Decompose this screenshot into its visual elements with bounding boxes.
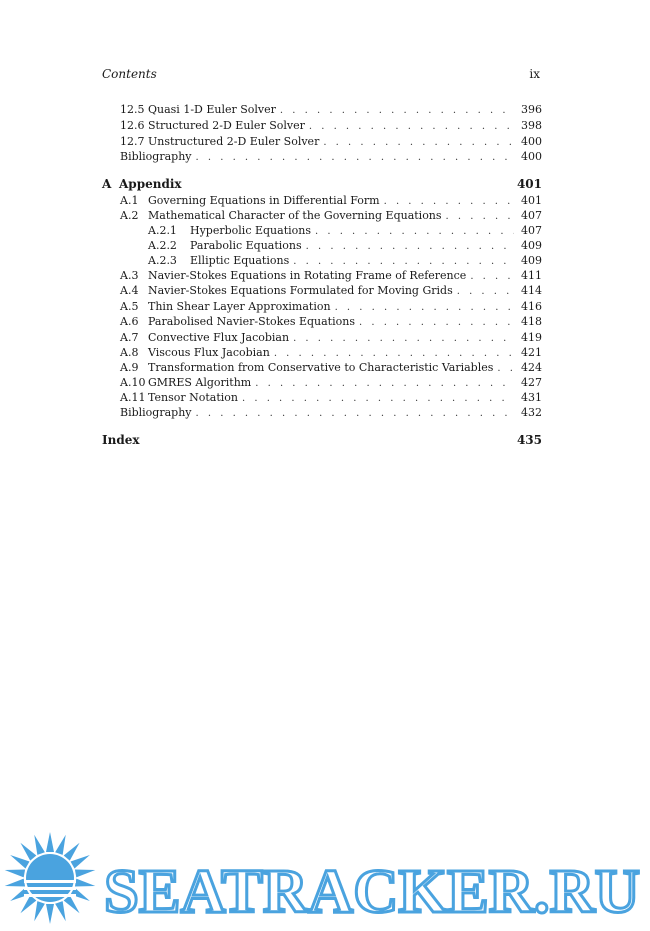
leader-dots bbox=[446, 209, 514, 224]
toc-entry[interactable] bbox=[120, 314, 542, 329]
toc-entry-number: A.7 bbox=[120, 331, 139, 344]
toc-entry-bibliography[interactable] bbox=[120, 405, 542, 420]
toc-entry-number: 12.5 bbox=[120, 103, 145, 116]
toc-entry-label: Quasi 1-D Euler Solver bbox=[148, 103, 276, 116]
leader-dots bbox=[293, 331, 514, 346]
leader-dots bbox=[323, 135, 514, 150]
toc-entry-page: 409 bbox=[521, 254, 542, 267]
leader-dots bbox=[242, 391, 514, 406]
toc-entry-number: A.1 bbox=[120, 194, 139, 207]
toc-chapter-index[interactable] bbox=[102, 433, 542, 448]
toc-entry-label: Transformation from Conservative to Characteristic Variables bbox=[148, 361, 494, 374]
toc-entry-number: A.11 bbox=[120, 391, 146, 404]
toc-entry-number: A.5 bbox=[120, 300, 139, 313]
toc-entry-label: Bibliography bbox=[120, 406, 192, 419]
leader-dots bbox=[384, 194, 514, 209]
toc-entry-label: Parabolised Navier-Stokes Equations bbox=[148, 315, 355, 328]
sun-burst-icon bbox=[4, 832, 96, 924]
toc-subentry[interactable] bbox=[148, 253, 542, 268]
leader-dots bbox=[280, 103, 514, 118]
toc-entry-page: 427 bbox=[521, 376, 542, 389]
toc-entry[interactable] bbox=[120, 208, 542, 223]
toc-entry[interactable] bbox=[120, 102, 542, 117]
toc-entry-page: 407 bbox=[521, 224, 542, 237]
toc-entry-page: 400 bbox=[521, 150, 542, 163]
chapter-title: Appendix bbox=[119, 177, 182, 191]
seatracker-watermark-logo bbox=[0, 828, 650, 931]
toc-entry-page: 416 bbox=[521, 300, 542, 313]
toc-entry[interactable] bbox=[120, 193, 542, 208]
watermark-text: SEATRACKER.RU bbox=[104, 858, 640, 926]
toc-entry-page: 401 bbox=[521, 194, 542, 207]
toc-entry-page: 396 bbox=[521, 103, 542, 116]
toc-entry-label: Navier-Stokes Equations Formulated for Moving Grids bbox=[148, 284, 453, 297]
toc-entry[interactable] bbox=[120, 283, 542, 298]
toc-entry-label: Viscous Flux Jacobian bbox=[148, 346, 270, 359]
chapter-title: Index bbox=[102, 433, 140, 447]
toc-entry[interactable] bbox=[120, 375, 542, 390]
toc-entry-number: A.2.2 bbox=[148, 239, 177, 252]
toc-entry-label: Navier-Stokes Equations in Rotating Frame of Reference bbox=[148, 269, 467, 282]
toc-entry-page: 398 bbox=[521, 119, 542, 132]
toc-entry-label: Unstructured 2-D Euler Solver bbox=[148, 135, 320, 148]
leader-dots bbox=[274, 346, 514, 361]
toc-entry-page: 421 bbox=[521, 346, 542, 359]
toc-entry-label: GMRES Algorithm bbox=[148, 376, 252, 389]
toc-entry-number: A.2 bbox=[120, 209, 139, 222]
leader-dots bbox=[306, 239, 514, 254]
running-head-page-number: ix bbox=[529, 67, 540, 81]
toc-entry-number: A.6 bbox=[120, 315, 139, 328]
chapter-page: 401 bbox=[516, 177, 542, 191]
toc-entry-number: A.2.3 bbox=[148, 254, 177, 267]
toc-entry[interactable] bbox=[120, 118, 542, 133]
toc-entry-label: Convective Flux Jacobian bbox=[148, 331, 290, 344]
toc-entry-bibliography[interactable] bbox=[120, 149, 542, 164]
toc-entry-label: Governing Equations in Differential Form bbox=[148, 194, 380, 207]
toc-entry[interactable] bbox=[120, 268, 542, 283]
toc-entry[interactable] bbox=[120, 390, 542, 405]
running-head-title: Contents bbox=[102, 67, 157, 81]
toc-entry[interactable] bbox=[120, 360, 542, 375]
leader-dots bbox=[359, 315, 514, 330]
toc-entry-label: Hyperbolic Equations bbox=[190, 224, 311, 237]
toc-entry-label: Thin Shear Layer Approximation bbox=[148, 300, 331, 313]
toc-entry[interactable] bbox=[120, 345, 542, 360]
toc-entry[interactable] bbox=[120, 299, 542, 314]
leader-dots bbox=[293, 254, 514, 269]
leader-dots bbox=[196, 150, 515, 165]
running-head bbox=[102, 66, 542, 82]
leader-dots bbox=[497, 361, 514, 376]
toc-entry-number: A.10 bbox=[120, 376, 146, 389]
toc-entry-number: A.3 bbox=[120, 269, 139, 282]
toc-entry-number: A.9 bbox=[120, 361, 139, 374]
toc-entry-page: 400 bbox=[521, 135, 542, 148]
toc-entry-page: 431 bbox=[521, 391, 542, 404]
leader-dots bbox=[470, 269, 514, 284]
toc-entry-label: Structured 2-D Euler Solver bbox=[148, 119, 305, 132]
chapter-letter: A bbox=[102, 177, 112, 191]
toc-entry-label: Mathematical Character of the Governing Equations bbox=[148, 209, 442, 222]
toc-entry-page: 411 bbox=[521, 269, 542, 282]
toc-entry-page: 419 bbox=[521, 331, 542, 344]
toc-chapter-appendix[interactable] bbox=[102, 177, 542, 192]
toc-entry-page: 432 bbox=[521, 406, 542, 419]
toc-entry[interactable] bbox=[120, 134, 542, 149]
toc-entry-page: 414 bbox=[521, 284, 542, 297]
leader-dots bbox=[255, 376, 514, 391]
toc-entry-label: Tensor Notation bbox=[148, 391, 238, 404]
toc-entry[interactable] bbox=[120, 330, 542, 345]
toc-entry-page: 409 bbox=[521, 239, 542, 252]
leader-dots bbox=[315, 224, 514, 239]
leader-dots bbox=[457, 284, 514, 299]
leader-dots bbox=[309, 119, 514, 134]
toc-entry-label: Parabolic Equations bbox=[190, 239, 302, 252]
leader-dots bbox=[335, 300, 514, 315]
toc-entry-number: A.8 bbox=[120, 346, 139, 359]
toc-entry-page: 407 bbox=[521, 209, 542, 222]
toc-entry-label: Elliptic Equations bbox=[190, 254, 290, 267]
toc-entry-number: 12.7 bbox=[120, 135, 145, 148]
toc-subentry[interactable] bbox=[148, 223, 542, 238]
toc-entry-page: 424 bbox=[521, 361, 542, 374]
toc-subentry[interactable] bbox=[148, 238, 542, 253]
toc-entry-number: A.2.1 bbox=[148, 224, 177, 237]
toc-entry-label: Bibliography bbox=[120, 150, 192, 163]
toc-entry-number: 12.6 bbox=[120, 119, 145, 132]
toc-entry-number: A.4 bbox=[120, 284, 139, 297]
chapter-page: 435 bbox=[516, 433, 542, 447]
leader-dots bbox=[196, 406, 515, 421]
toc-entry-page: 418 bbox=[521, 315, 542, 328]
